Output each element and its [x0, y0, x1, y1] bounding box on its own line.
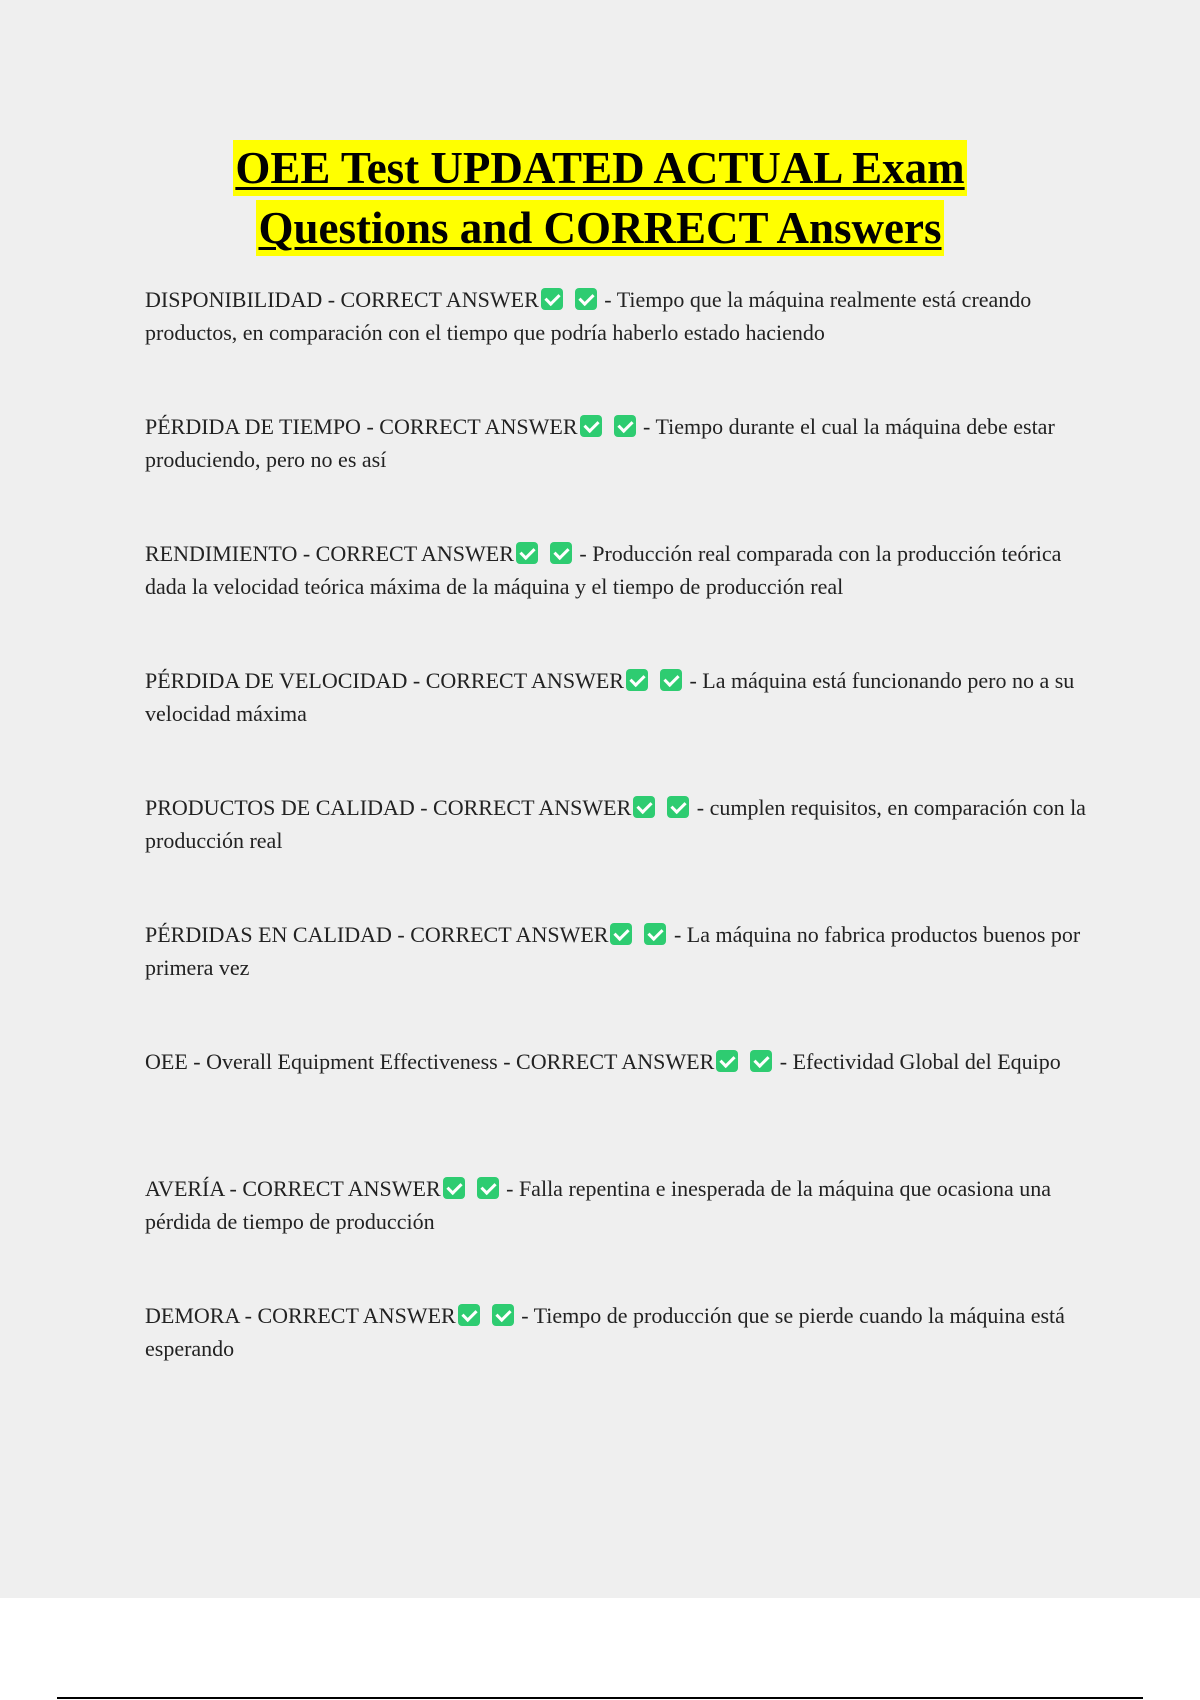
check-icon — [644, 923, 666, 945]
answer-text: - Tiempo que la máquina realmente está creando productos, en comparación con el tiempo que podría haberlo estado haciendo — [145, 287, 1032, 345]
qa-list — [145, 283, 1095, 1426]
qa-item — [145, 791, 1095, 918]
check-icon — [750, 1050, 772, 1072]
check-icon — [626, 669, 648, 691]
answer-text: - Tiempo durante el cual la máquina debe estar produciendo, pero no es así — [145, 414, 1055, 472]
document-title — [0, 140, 1200, 256]
answer-text: - La máquina está funcionando pero no a su velocidad máxima — [145, 668, 1075, 726]
answer-text: - Efectividad Global del Equipo — [779, 1049, 1061, 1074]
qa-item — [145, 410, 1095, 537]
qa-item — [145, 1045, 1095, 1172]
check-icon — [516, 542, 538, 564]
qa-item — [145, 664, 1095, 791]
title-line-2: Questions and CORRECT Answers — [256, 200, 943, 256]
question-text: PRODUCTOS DE CALIDAD - CORRECT ANSWER — [145, 795, 632, 820]
question-text: PÉRDIDA DE TIEMPO - CORRECT ANSWER — [145, 414, 578, 439]
answer-text: - Tiempo de producción que se pierde cuando la máquina está esperando — [145, 1303, 1065, 1361]
check-icon — [614, 415, 636, 437]
answer-text: - La máquina no fabrica productos buenos por primera vez — [145, 922, 1081, 980]
question-text: OEE - Overall Equipment Effectiveness - CORRECT ANSWER — [145, 1049, 715, 1074]
answer-text: - cumplen requisitos, en comparación con la producción real — [145, 795, 1086, 853]
answer-text: - Falla repentina e inesperada de la máquina que ocasiona una pérdida de tiempo de producción — [145, 1176, 1052, 1234]
check-icon — [443, 1177, 465, 1199]
check-icon — [580, 415, 602, 437]
qa-item — [145, 918, 1095, 1045]
check-icon — [667, 796, 689, 818]
qa-item — [145, 1172, 1095, 1299]
qa-item — [145, 283, 1095, 410]
check-icon — [550, 542, 572, 564]
footer-divider — [57, 1697, 1143, 1699]
question-text: DISPONIBILIDAD - CORRECT ANSWER — [145, 287, 539, 312]
question-text: AVERÍA - CORRECT ANSWER — [145, 1176, 441, 1201]
check-icon — [610, 923, 632, 945]
check-icon — [492, 1304, 514, 1326]
check-icon — [660, 669, 682, 691]
check-icon — [477, 1177, 499, 1199]
question-text: PÉRDIDA DE VELOCIDAD - CORRECT ANSWER — [145, 668, 624, 693]
qa-item — [145, 1299, 1095, 1426]
title-line-1: OEE Test UPDATED ACTUAL Exam — [233, 140, 966, 196]
check-icon — [633, 796, 655, 818]
question-text: PÉRDIDAS EN CALIDAD - CORRECT ANSWER — [145, 922, 609, 947]
check-icon — [575, 288, 597, 310]
question-text: RENDIMIENTO - CORRECT ANSWER — [145, 541, 514, 566]
check-icon — [458, 1304, 480, 1326]
qa-item — [145, 537, 1095, 664]
check-icon — [541, 288, 563, 310]
check-icon — [716, 1050, 738, 1072]
question-text: DEMORA - CORRECT ANSWER — [145, 1303, 456, 1328]
answer-text: - Producción real comparada con la producción teórica dada la velocidad teórica máxima de la máquina y el tiempo de producción real — [145, 541, 1062, 599]
